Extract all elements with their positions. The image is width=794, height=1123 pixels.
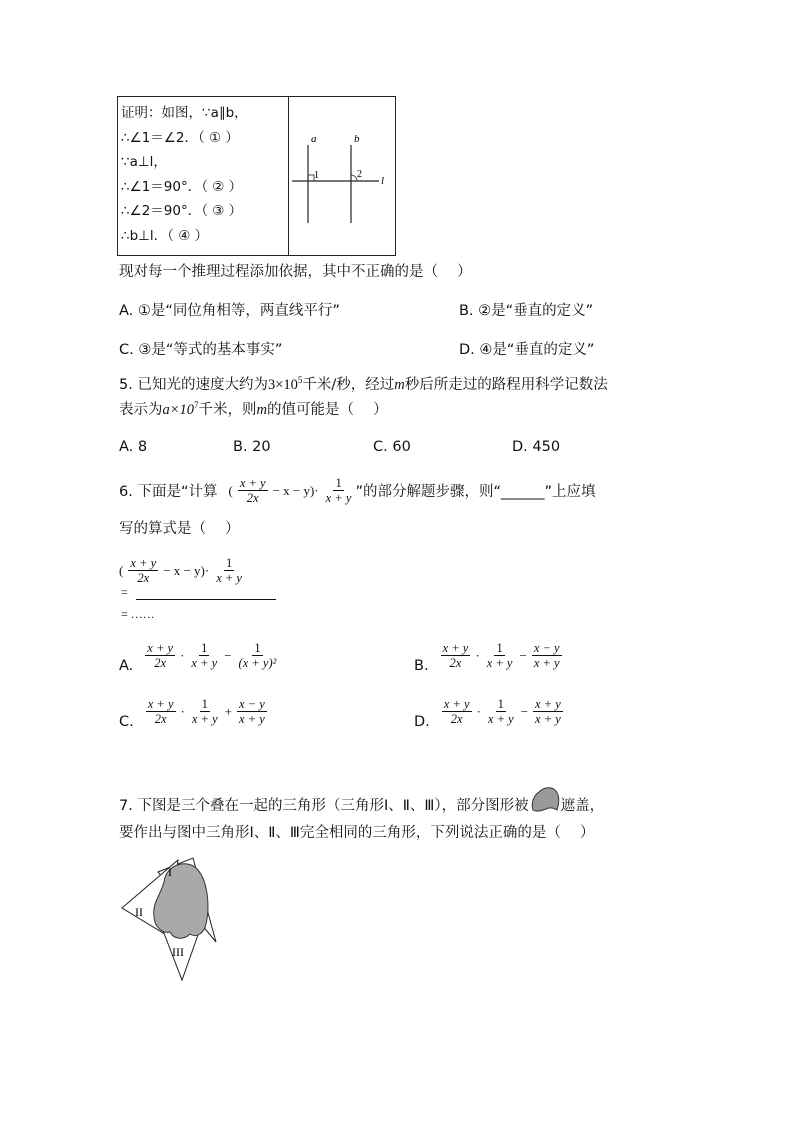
q6-suffix: ”的部分解题步骤，则“______”上应填 — [355, 484, 596, 500]
q5-line2-end: 的值可能是（ ） — [267, 402, 388, 418]
q5-var-m2: m — [256, 402, 268, 418]
label-2: 2 — [357, 169, 362, 180]
q4-option-a[interactable]: A. ①是“同位角相等，两直线平行” — [119, 303, 340, 319]
q5-line2-mid: 千米，则 — [198, 402, 257, 418]
proof-box — [117, 96, 396, 256]
q5-suffix: 千米/秒，经过 — [302, 377, 395, 393]
label-III: III — [172, 945, 184, 959]
q5-line-1 — [119, 373, 608, 394]
q5-expr — [163, 402, 195, 418]
q6-option-b[interactable]: B. $\frac{x + y}{2x}$ · $\frac{1}{x + y}$ − $\frac{x - y}{x + y}$ — [414, 641, 560, 674]
label-b: b — [354, 133, 360, 145]
q5-var-m: m — [394, 377, 405, 393]
proof-line-3: ∵a⊥l， — [121, 154, 167, 170]
q5-speed: 3×10 — [267, 377, 298, 393]
proof-line-4: ∴∠1＝90°．（ ② ） — [121, 178, 243, 195]
ink-blot-icon — [530, 784, 560, 814]
label-l: l — [381, 175, 385, 187]
q6-option-c-label: C. — [119, 714, 134, 730]
label-II: II — [135, 905, 143, 919]
proof-line-6: ∴b⊥l．（ ④ ） — [121, 227, 209, 244]
label-I: I — [168, 865, 172, 879]
q7-line1-suffix: 遮盖， — [560, 798, 605, 814]
q6-inline-expr: ( $\frac{x + y}{2x}$ − x − y)· $\frac{1}{x + y}$ — [228, 476, 352, 505]
q6-blank-line — [136, 586, 276, 600]
q6-line-2: 写的算式是（ ） — [119, 521, 240, 537]
q6-step-eq2: = …… — [121, 607, 155, 621]
q5-option-a[interactable]: A. 8 — [119, 439, 148, 455]
proof-line-1: 证明：如图，∵a∥b， — [121, 105, 248, 121]
q6-step-expr: ( $\frac{x + y}{2x}$ − x − y)· $\frac{1}{x + y}$ — [119, 556, 242, 585]
proof-text — [121, 101, 248, 248]
label-a: a — [311, 133, 317, 145]
q6-prefix: 6. 下面是“计算 — [119, 484, 218, 500]
parallel-lines-figure — [289, 97, 395, 255]
q5-line-2 — [119, 398, 388, 419]
q7-line1-prefix: 7. 下图是三个叠在一起的三角形（三角形Ⅰ、Ⅱ、Ⅲ），部分图形被 — [119, 798, 529, 814]
q6-option-c[interactable]: C. $\frac{x + y}{2x}$ · $\frac{1}{x + y}$ + $\frac{x - y}{x + y}$ — [119, 697, 265, 730]
q5-option-c[interactable]: C. 60 — [373, 439, 411, 455]
q5-option-d[interactable]: D. 450 — [512, 439, 561, 455]
q5-prefix: 5. 已知光的速度大约为 — [119, 377, 268, 393]
q4-option-b[interactable]: B. ②是“垂直的定义” — [459, 303, 594, 319]
q5-line2-prefix: 表示为 — [119, 402, 163, 418]
q7-line-1 — [119, 794, 604, 815]
q6-step-eq1 — [121, 585, 276, 600]
q5-end: 秒后所走过的路程用科学记数法 — [404, 377, 608, 393]
overlapping-triangles-figure — [118, 852, 228, 984]
q4-option-d[interactable]: D. ④是“垂直的定义” — [459, 342, 595, 358]
q6-option-d-label: D. — [414, 714, 430, 730]
label-1: 1 — [314, 170, 319, 181]
proof-line-2: ∴∠1＝∠2．（ ① ） — [121, 129, 239, 146]
q7-line-2: 要作出与图中三角形Ⅰ、Ⅱ、Ⅲ完全相同的三角形，下列说法正确的是（ ） — [119, 825, 595, 841]
q6-option-a-label: A. — [119, 658, 134, 674]
q5-expr-exp: 7 — [194, 400, 199, 411]
q6-line-1 — [119, 476, 596, 505]
q5-option-b[interactable]: B. 20 — [233, 439, 271, 455]
proof-line-5: ∴∠2＝90°．（ ③ ） — [121, 203, 243, 219]
q4-stem: 现对每一个推理过程添加依据，其中不正确的是（ ） — [119, 264, 472, 280]
q5-expr-text: a×10 — [162, 402, 195, 418]
q6-option-d[interactable]: D. $\frac{x + y}{2x}$ · $\frac{1}{x + y}$ − $\frac{x + y}{x + y}$ — [414, 697, 561, 730]
q4-option-c[interactable]: C. ③是“等式的基本事实” — [119, 342, 283, 358]
q5-speed-exp: 5 — [297, 375, 303, 386]
q6-eq1-sign: = — [121, 585, 128, 599]
q6-option-b-label: B. — [414, 658, 429, 674]
q6-option-a[interactable]: A. $\frac{x + y}{2x}$ · $\frac{1}{x + y}$ − $\frac{1}{\text{(x + y)²}}$ — [119, 641, 277, 674]
